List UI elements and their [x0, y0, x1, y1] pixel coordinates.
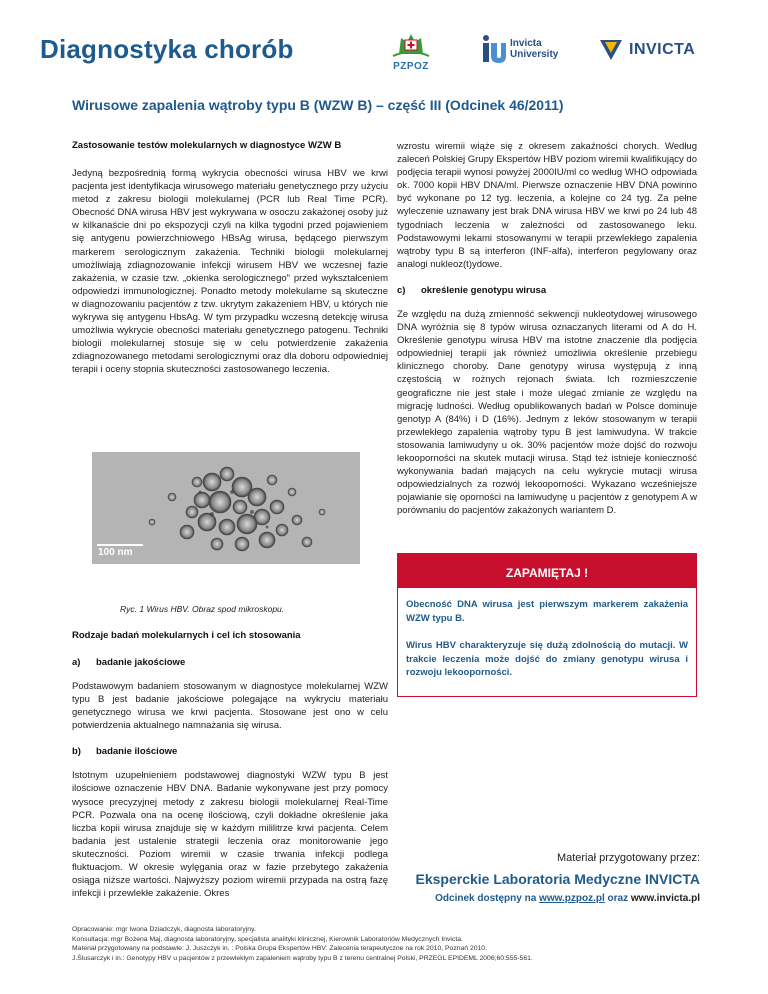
scale-bar — [97, 544, 143, 546]
article-subtitle: Wirusowe zapalenia wątroby typu B (WZW B) – część III (Odcinek 46/2011) — [72, 97, 564, 113]
pzpoz-logo-text: PZPOZ — [393, 61, 429, 72]
section1-heading: Zastosowanie testów molekularnych w diagnostyce WZW B — [72, 140, 342, 151]
availability-line — [435, 893, 700, 904]
item-a-body: Podstawowym badaniem stosowanym w diagnostyce molekularnej WZW typu B jest badanie jakościowe polegające na wykryciu materiału genetycznego wirusa we krwi pacjenta. Stosowane jest ono w celu potwierdzenia aktualnego namnażania się wirusa. — [72, 681, 388, 732]
item-a-heading — [72, 657, 388, 668]
availability-prefix: Odcinek dostępny na — [435, 893, 540, 904]
invicta-university-line2: University — [510, 49, 559, 60]
pzpoz-logo — [385, 32, 437, 72]
section2-heading: Rodzaje badań molekularnych i cel ich stosowania — [72, 630, 301, 641]
pzpoz-emblem-icon — [385, 32, 437, 60]
footer-line-1: Opracowanie: mgr Iwona Dziadczyk, diagnosta laboratoryjny. — [72, 926, 256, 933]
footer-line-4: J.Ślusarczyk i in.: Genotypy HBV u pacjentów z przewlekłym zapaleniem wątroby typu B z terenu centralnej Polski, PRZEGL EPIDEML 2006;60:555-561. — [72, 954, 533, 962]
item-b-body: Istotnym uzupełnieniem podstawowej diagnostyki WZW typu B jest ilościowe oznaczenie HBV DNA. Badanie wykonywane jest przy pomocy wysoce precyzyjnej metody z zakresu biologii molekularnej Real-Time PCR. Pozwala ona na ocenę ilościową, czyli dokładne określenie jaka liczba kopii wirusa znajduje się w każdym mililitrze krwi pacjenta. Celem badania jest ustalenie strategii leczenia oraz monitorowanie jego skuteczności. Poziom wiremii w czasie trwania infekcji podlega fluktuacjom. W okresie wylęgania oraz w fazie przebytego zakażenia osiąga niższe wartości. Najwyższy poziom wiremii przypada na ostrą fazę infekcji i przewlekłe zakażenie. Okres — [72, 770, 388, 900]
left-column-lower — [72, 630, 388, 900]
section1-body: Jedyną bezpośrednią formą wykrycia obecności wirusa HBV we krwi pacjenta jest identyfikacja wirusowego materiału genetycznego przy użyciu metod z zakresu biologii molekularnej (PCR lub Real Time PCR). Obecność DNA wirusa HBV jest wykrywana w osoczu zakażonej osoby już w kilkanaście dni po ekspozycji czyli na kilka tygodni przed pojawieniem się antygenu powierzchniowego HBsAg wirusa, będącego pierwszym markerem serologicznym zakażenia. Techniki biologii molekularnej umożliwiają zdiagnozowanie infekcji wirusem HBV we wczesnej fazie zakażenia, w czasie tzw. „okienka serologicznego" przed wykształceniem odpowiedzi immunologicznej. Ponadto metody molekularne są skuteczne w diagnozowaniu pacjentów z tzw. ukrytym zakażeniem HBV, u których nie wykrywa się antygenu HbsAg. W tym przypadku wczesną detekcję wirusa umożliwia wykrycie obecności materiału genetycznego patogenu. Techniki biologii molekularnej stosuje się w celu potwierdzenie zakażenia zdiagnozowanego metodami serologicznymi oraz dla doboru odpowiedniej terapii i oceny stopnia skuteczności zastosowanego leczenia. — [72, 168, 388, 376]
remember-box — [397, 553, 697, 697]
remember-point-1: Obecność DNA wirusa jest pierwszym markerem zakażenia WZW typu B. — [406, 599, 688, 624]
item-b-label: b) — [72, 746, 81, 758]
invicta-logo — [598, 38, 695, 62]
item-c-body: Ze względu na dużą zmienność sekwencji nukleotydowej wirusowego DNA wyróżnia się 8 typów wirusa oznaczanych literami od A do H. Określenie genotypu wirusa HBV ma istotne znaczenie dla podjęcia odpowiedniej terapii jak również umożliwia określenie przebiegu klinicznego choroby. Dane genotypy wirusa występują z inną częstością w rożnych rejonach świata. Ich rozmieszczenie geograficzne nie jest stałe i może ulegać zmianie ze względu na migrację ludności. Według opublikowanych badań w Polsce dominuje genotyp A (84%) i D (16%). Jednym z leków stosowanym w terapii przewlekłego zapalenia wątroby typu B jest lamiwudyna. W trakcie stosowania lamiwudyny u ok. 30% pacjentów może dojść do rozwoju lekooporności na skutek mutacji wirusa. Stąd też istnieje konieczność wykonywania badań mających na celu wykrycie mutacji wirusa odpowiedzialnych za rozwój lekooporności. Wykazano wcześniejsze pojawianie się oporności na lamiwudynę u pacjentów z genotypem A w porównaniu do pacjentów zakażonych wariantem D. — [397, 308, 697, 517]
invicta-shield-icon — [598, 38, 624, 62]
hbv-microscope-image — [92, 452, 360, 564]
item-b-heading — [72, 746, 388, 757]
invicta-university-line1: Invicta — [510, 38, 542, 49]
page-header-title: Diagnostyka chorób — [40, 34, 294, 64]
lab-name: Eksperckie Laboratoria Medyczne INVICTA — [415, 871, 700, 887]
right-body-continued: wzrostu wiremii wiąże się z okresem zakaźności chorych. Według zaleceń Polskiej Grupy Ekspertów HBV poziom wiremii kwalifikujący do podjęcia terapii wynosi powyżej 2000IU/ml co według WHO odpowiada ok. 7000 kopii HBV DNA/ml. Pierwsze oznaczenie HBV DNA powinno być wykonane po 12 tyg. leczenia, a kolejne co 24 tyg. Za pełne wyleczenie uznawany jest brak DNA wirusa HBV we krwi po 24 lub 48 tygodniach leczenia w zależności od zastosowanego leku. Podstawowymi lekami stosowanymi w terapii przewlekłego zapalenia wątroby typu B są interferon (INF-alfa), interferon pegylowany oraz analogi nukleoz(t)ydowe. — [397, 141, 697, 270]
item-b-title: badanie ilościowe — [96, 746, 178, 758]
item-c-heading — [397, 285, 697, 296]
invicta-university-logo — [480, 34, 558, 64]
right-column — [397, 140, 697, 517]
item-c-label: c) — [397, 284, 406, 296]
figure-caption: Ryc. 1 Wirus HBV. Obraz spod mikroskopu. — [120, 604, 285, 614]
prepared-by: Materiał przygotowany przez: — [556, 852, 700, 864]
invicta-logo-text: INVICTA — [629, 41, 696, 58]
item-a-title: badanie jakościowe — [96, 657, 186, 668]
availability-middle: oraz — [604, 893, 631, 904]
footer-line-2: Konsultacja: mgr Bożena Maj, diagnosta laboratoryjny, specjalista analityki klinicznej, Kierownik Laboratoriów Medycznych Invicta. — [72, 935, 463, 943]
pzpoz-link[interactable]: www.pzpoz.pl — [539, 893, 605, 904]
item-c-title: określenie genotypu wirusa — [421, 284, 547, 296]
invicta-link[interactable]: www.invicta.pl — [630, 893, 700, 904]
footer-line-3: Materiał przygotowany na podstawie: J. Juszczyk in. : Polska Grupa Ekspertów HBV: Zalecenia terapeutyczne na rok 2010, Poznań 2010. — [72, 945, 487, 952]
scale-label: 100 nm — [98, 547, 133, 558]
remember-box-title: ZAPAMIĘTAJ ! — [398, 554, 696, 588]
remember-point-2: Wirus HBV charakteryzuje się dużą zdolnością do mutacji. W trakcie leczenia może dojść do zmiany genotypu wirusa i rozwoju lekooporności. — [406, 640, 688, 678]
item-a-label: a) — [72, 657, 81, 668]
invicta-university-mark-icon — [480, 34, 506, 64]
footer-references — [72, 925, 533, 963]
left-column — [72, 140, 388, 377]
